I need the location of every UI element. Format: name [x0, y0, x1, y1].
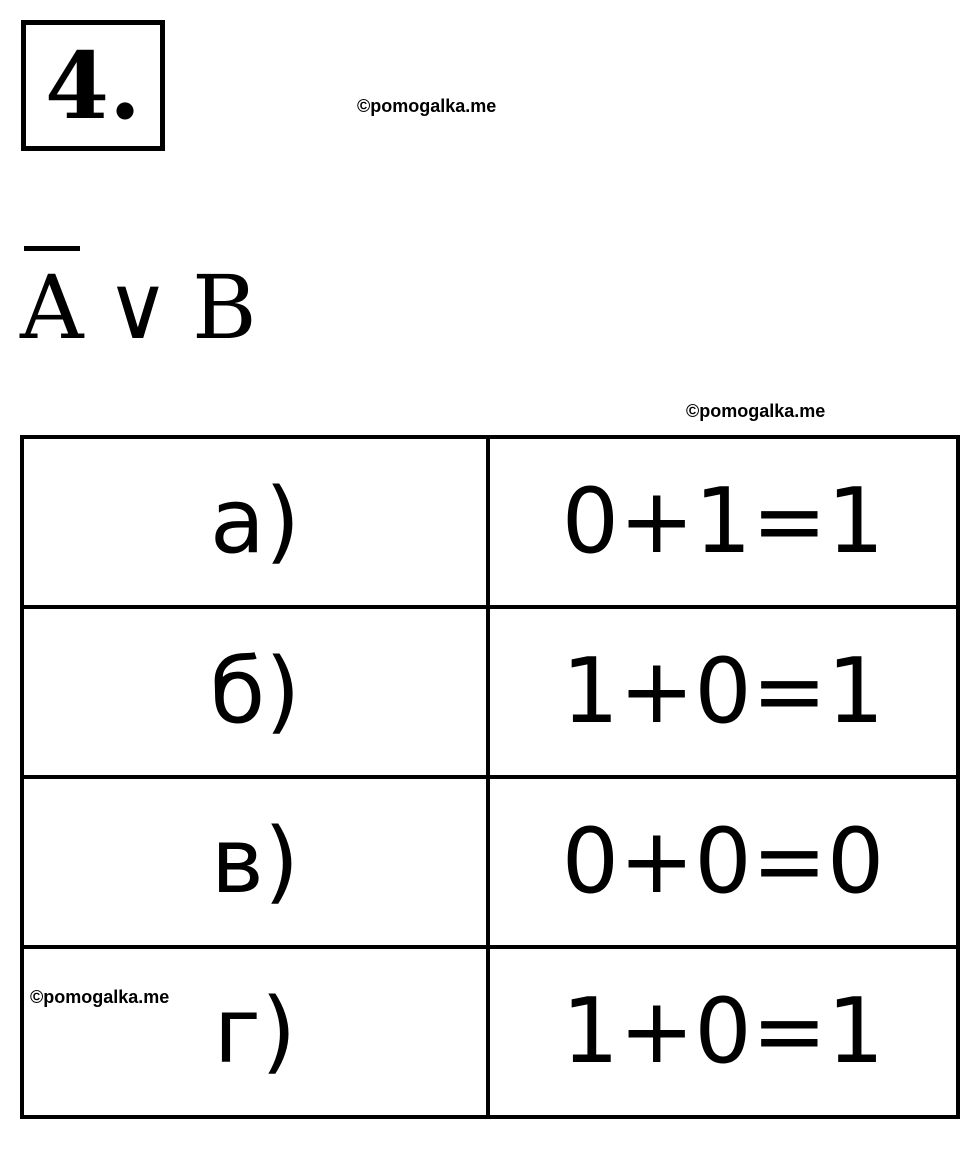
- row-label: б): [22, 607, 488, 777]
- negation-overline: [24, 246, 80, 251]
- row-equation: 0+1=1: [488, 437, 958, 607]
- table-row: [22, 777, 958, 947]
- table-row: [22, 607, 958, 777]
- task-number: 4.: [44, 31, 142, 140]
- row-equation: 1+0=1: [488, 607, 958, 777]
- task-number-box: [21, 20, 165, 151]
- table-row: [22, 437, 958, 607]
- expression-var-a-negated: [20, 238, 84, 359]
- row-label: г): [22, 947, 488, 1117]
- watermark-top: ©pomogalka.me: [357, 96, 497, 116]
- expression-var-a: A: [20, 256, 84, 359]
- row-equation: 1+0=1: [488, 947, 958, 1117]
- answer-table: [20, 435, 960, 1119]
- row-equation: 0+0=0: [488, 777, 958, 947]
- watermark-middle: ©pomogalka.me: [686, 401, 826, 421]
- expression-var-b: B: [191, 256, 257, 359]
- expression-operator: ∨: [105, 256, 170, 359]
- row-label: а): [22, 437, 488, 607]
- logic-expression: [20, 232, 257, 359]
- watermark-bottom: ©pomogalka.me: [30, 987, 170, 1007]
- row-label: в): [22, 777, 488, 947]
- table-row: [22, 947, 958, 1117]
